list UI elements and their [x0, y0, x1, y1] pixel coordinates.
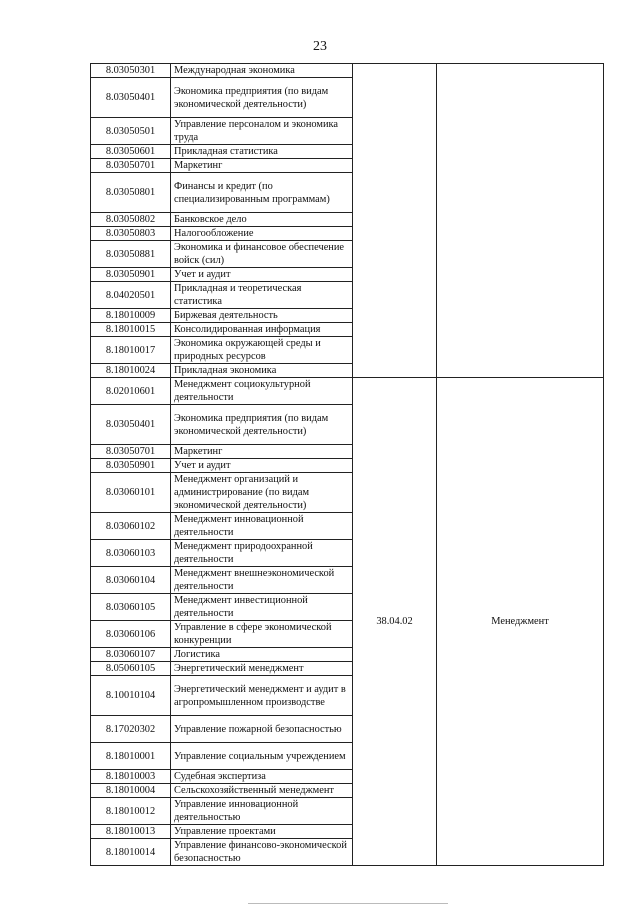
- specialty-correspondence-table: [90, 63, 604, 866]
- specialty-code-cell: 8.18010004: [91, 784, 171, 798]
- specialty-name-cell: Менеджмент инновационной деятельности: [171, 513, 353, 540]
- specialty-name-cell: Судебная экспертиза: [171, 770, 353, 784]
- specialty-code-cell: 8.18010001: [91, 743, 171, 770]
- specialty-code-cell: 8.03050401: [91, 405, 171, 445]
- specialty-name-cell: Менеджмент внешнеэкономической деятельности: [171, 567, 353, 594]
- specialty-code-cell: 8.03050802: [91, 213, 171, 227]
- specialty-name-cell: Финансы и кредит (по специализированным программам): [171, 173, 353, 213]
- specialty-code-cell: 8.03050401: [91, 78, 171, 118]
- page-number: 23: [313, 39, 327, 54]
- specialty-code-cell: 8.17020302: [91, 716, 171, 743]
- direction-name-cell: Менеджмент: [437, 378, 604, 866]
- specialty-name-cell: Управление финансово-экономической безопасностью: [171, 839, 353, 866]
- table-row: [91, 378, 604, 405]
- specialty-name-cell: Менеджмент инвестиционной деятельности: [171, 594, 353, 621]
- specialty-code-cell: 8.18010003: [91, 770, 171, 784]
- specialty-code-cell: 8.03050301: [91, 64, 171, 78]
- specialty-code-cell: 8.18010009: [91, 309, 171, 323]
- specialty-name-cell: Международная экономика: [171, 64, 353, 78]
- specialty-name-cell: Прикладная экономика: [171, 364, 353, 378]
- specialty-name-cell: Сельскохозяйственный менеджмент: [171, 784, 353, 798]
- specialty-code-cell: 8.18010013: [91, 825, 171, 839]
- specialty-code-cell: 8.03050881: [91, 241, 171, 268]
- specialty-name-cell: Управление в сфере экономической конкуренции: [171, 621, 353, 648]
- specialty-name-cell: Логистика: [171, 648, 353, 662]
- specialty-code-cell: 8.03060104: [91, 567, 171, 594]
- specialty-code-cell: 8.03060106: [91, 621, 171, 648]
- specialty-name-cell: Прикладная и теоретическая статистика: [171, 282, 353, 309]
- direction-code-cell: [353, 64, 437, 378]
- specialty-code-cell: 8.18010012: [91, 798, 171, 825]
- table-body: [91, 64, 604, 866]
- specialty-name-cell: Экономика окружающей среды и природных ресурсов: [171, 337, 353, 364]
- specialty-name-cell: Управление персоналом и экономика труда: [171, 118, 353, 145]
- specialty-code-cell: 8.03050701: [91, 159, 171, 173]
- specialty-name-cell: Экономика предприятия (по видам экономической деятельности): [171, 78, 353, 118]
- page-bottom-edge: [248, 903, 448, 904]
- specialty-code-cell: 8.10010104: [91, 676, 171, 716]
- specialty-code-cell: 8.03050901: [91, 268, 171, 282]
- specialty-code-cell: 8.18010017: [91, 337, 171, 364]
- specialty-code-cell: 8.03050701: [91, 445, 171, 459]
- specialty-code-cell: 8.18010014: [91, 839, 171, 866]
- direction-code-cell: 38.04.02: [353, 378, 437, 866]
- specialty-code-cell: 8.03050501: [91, 118, 171, 145]
- specialty-code-cell: 8.03060105: [91, 594, 171, 621]
- specialty-name-cell: Маркетинг: [171, 159, 353, 173]
- specialty-code-cell: 8.02010601: [91, 378, 171, 405]
- specialty-code-cell: 8.03050801: [91, 173, 171, 213]
- specialty-name-cell: Учет и аудит: [171, 268, 353, 282]
- specialty-code-cell: 8.03050803: [91, 227, 171, 241]
- specialty-name-cell: Экономика и финансовое обеспечение войск (сил): [171, 241, 353, 268]
- specialty-name-cell: Энергетический менеджмент и аудит в агропромышленном производстве: [171, 676, 353, 716]
- specialty-code-cell: 8.03050901: [91, 459, 171, 473]
- direction-name-cell: [437, 64, 604, 378]
- specialty-name-cell: Управление социальным учреждением: [171, 743, 353, 770]
- specialty-code-cell: 8.03050601: [91, 145, 171, 159]
- specialty-name-cell: Учет и аудит: [171, 459, 353, 473]
- specialty-code-cell: 8.18010015: [91, 323, 171, 337]
- specialty-name-cell: Банковское дело: [171, 213, 353, 227]
- specialty-name-cell: Энергетический менеджмент: [171, 662, 353, 676]
- specialty-code-cell: 8.04020501: [91, 282, 171, 309]
- specialty-name-cell: Управление проектами: [171, 825, 353, 839]
- specialty-code-cell: 8.18010024: [91, 364, 171, 378]
- specialty-name-cell: Налогообложение: [171, 227, 353, 241]
- specialty-code-cell: 8.03060107: [91, 648, 171, 662]
- specialty-name-cell: Управление инновационной деятельностью: [171, 798, 353, 825]
- specialty-name-cell: Управление пожарной безопасностью: [171, 716, 353, 743]
- specialty-name-cell: Биржевая деятельность: [171, 309, 353, 323]
- specialty-name-cell: Экономика предприятия (по видам экономической деятельности): [171, 405, 353, 445]
- specialty-code-cell: 8.03060102: [91, 513, 171, 540]
- specialty-name-cell: Менеджмент организаций и администрирование (по видам экономической деятельности): [171, 473, 353, 513]
- specialty-code-cell: 8.03060103: [91, 540, 171, 567]
- specialty-code-cell: 8.05060105: [91, 662, 171, 676]
- table-row: [91, 64, 604, 78]
- specialty-name-cell: Прикладная статистика: [171, 145, 353, 159]
- specialty-name-cell: Консолидированная информация: [171, 323, 353, 337]
- specialty-name-cell: Маркетинг: [171, 445, 353, 459]
- specialty-name-cell: Менеджмент социокультурной деятельности: [171, 378, 353, 405]
- specialty-name-cell: Менеджмент природоохранной деятельности: [171, 540, 353, 567]
- specialty-code-cell: 8.03060101: [91, 473, 171, 513]
